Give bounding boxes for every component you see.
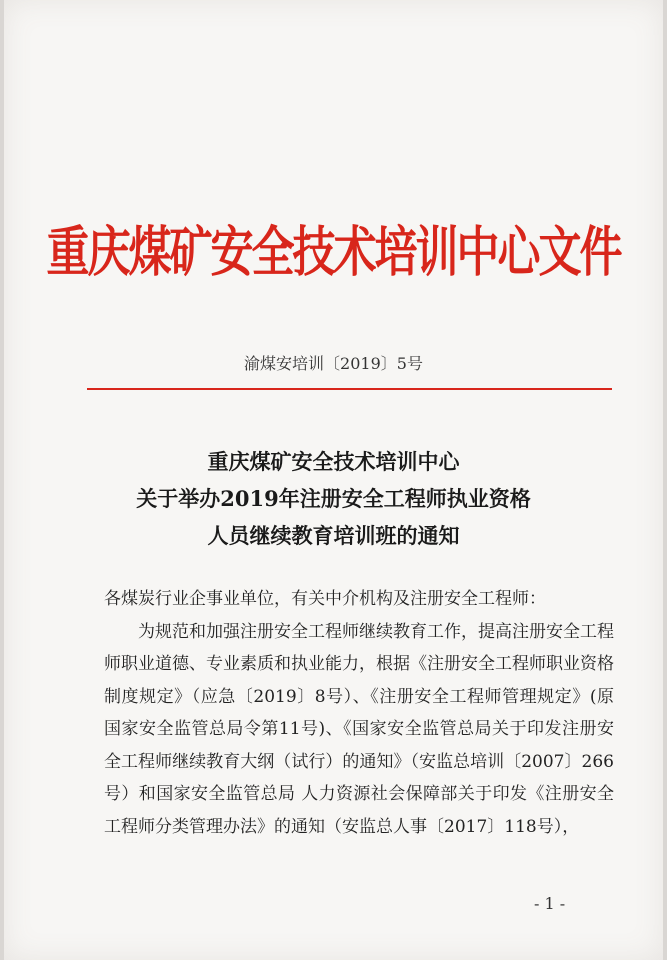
notice-title-line-1: 重庆煤矿安全技术培训中心 [207,449,460,474]
document-number: 渝煤安培训〔2019〕5号 [244,354,423,373]
notice-title-line-2: 关于举办2019年注册安全工程师执业资格 [136,486,531,511]
salutation: 各煤炭行业企事业单位，有关中介机构及注册安全工程师： [104,589,546,609]
document-page [4,0,663,960]
body-paragraph: 为规范和加强注册安全工程师继续教育工作，提高注册安全工程师职业道德、专业素质和执业能力，根据《注册安全工程师职业资格制度规定》（应急〔2019〕8号）、《注册安全工程师管理规定》(原国家安全监管总局令第11号)、《国家安全监管总局关于印发注册安全工程师继续教育大纲（试行）的通知》（安监总培训〔2007〕266号）和国家安全监管总局 人力资源社会保障部关于印发《注册安全工程师分类管理办法》的通知（安监总人事〔2017〕118号）， [104,621,614,837]
notice-title-line-3: 人员继续教育培训班的通知 [207,523,460,548]
document-header-title: 重庆煤矿安全技术培训中心文件 [46,221,621,285]
red-divider-line [87,388,612,390]
notice-title [4,443,663,554]
page-number: - 1 - [534,894,566,913]
notice-body [104,583,614,843]
